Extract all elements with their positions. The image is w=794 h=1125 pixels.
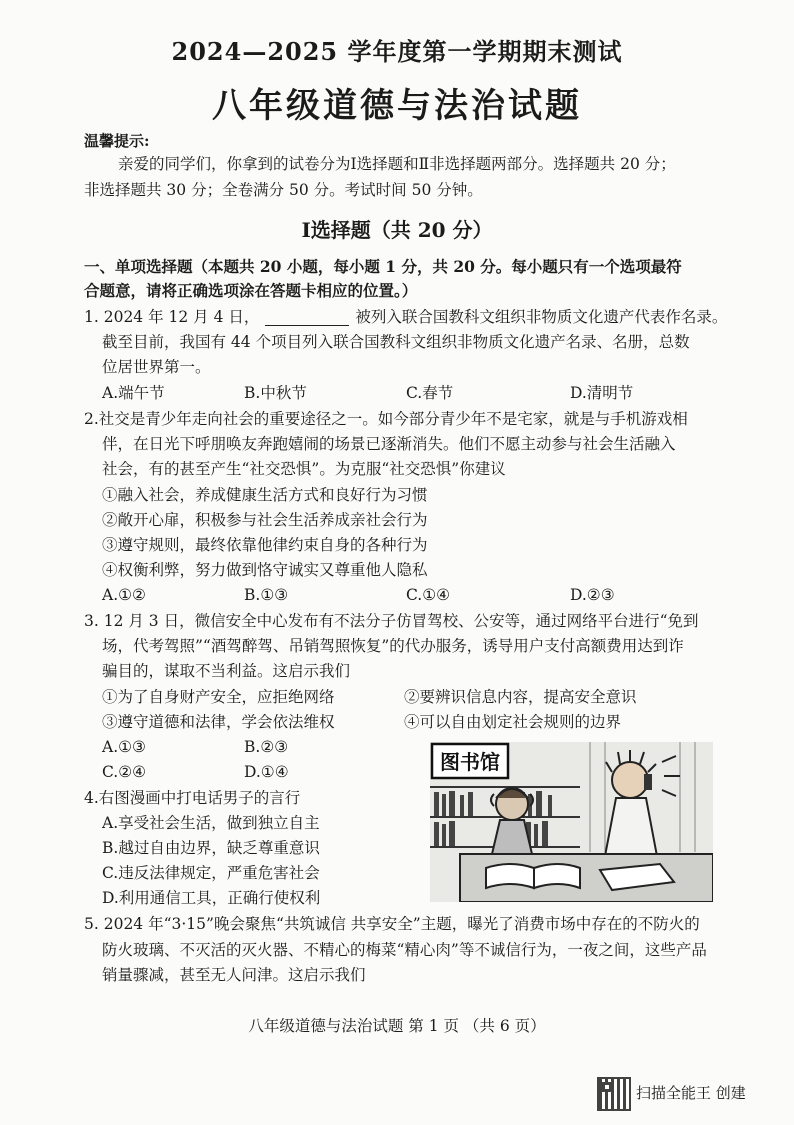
q3-option-a: A.①③	[102, 738, 146, 756]
exam-subject-title: 八年级道德与法治试题	[212, 86, 582, 126]
q4-option-b: B.越过自由边界，缺乏尊重意识	[102, 839, 320, 857]
q4-option-a: A.享受社会生活，做到独立自主	[102, 814, 320, 832]
scanner-watermark: 扫描全能王 创建	[636, 1084, 746, 1102]
q3-stem-line-2: 场，代考驾照”“酒驾醉驾、吊销驾照恢复”的代办服务，诱导用户支付高额费用达到诈	[102, 637, 684, 655]
q3-stem-line-1: 3. 12 月 3 日，微信安全中心发布有不法分子仿冒驾校、公安等，通过网络平台进行“免到	[84, 612, 699, 630]
q2-item-1: ①融入社会，养成健康生活方式和良好行为习惯	[102, 486, 428, 504]
q1-option-a: A.端午节	[102, 384, 165, 402]
q1-option-b: B.中秋节	[244, 384, 307, 402]
qr-code-icon	[597, 1077, 631, 1111]
q3-option-c: C.②④	[102, 763, 147, 781]
exam-term-title: 2024—2025 学年度第一学期期末测试	[171, 37, 623, 66]
q4-option-c: C.违反法律规定，严重危害社会	[102, 864, 320, 882]
q1-stem-end: 被列入联合国教科文组织非物质文化遗产代表作名录。	[355, 308, 728, 326]
q3-item-2: ②要辨识信息内容，提高安全意识	[404, 688, 637, 706]
q2-stem-line-2: 伴，在日光下呼朋唤友奔跑嬉闹的场景已逐渐消失。他们不愿主动参与社会生活融入	[102, 435, 676, 453]
q5-stem-line-3: 销量骤减，甚至无人问津。这启示我们	[102, 966, 366, 984]
q5-stem-line-2: 防火玻璃、不灭活的灭火器、不精心的梅菜“精心肉”等不诚信行为，一夜之间，这些产品	[102, 941, 707, 959]
q5-stem-line-1: 5. 2024 年“3·15”晚会聚焦“共筑诚信 共享安全”主题，曝光了消费市场中存在的不防火的	[84, 915, 700, 933]
q2-item-3: ③遵守规则，最终依靠他律约束自身的各种行为	[102, 536, 428, 554]
part-instruction-line-2: 合题意，请将正确选项涂在答题卡相应的位置。）	[84, 281, 418, 300]
q1-stem-line-3: 位居世界第一。	[102, 358, 211, 376]
q4-option-d: D.利用通信工具，正确行使权利	[102, 889, 321, 907]
tips-line-2: 非选择题共 30 分；全卷满分 50 分。考试时间 50 分钟。	[84, 181, 483, 199]
q3-option-d: D.①④	[244, 763, 289, 781]
q1-stem-start: 1. 2024 年 12 月 4 日，	[84, 308, 260, 326]
q3-item-4: ④可以自由划定社会规则的边界	[404, 713, 622, 731]
q2-stem-line-3: 社会，有的甚至产生“社交恐惧”。为克服“社交恐惧”你建议	[102, 460, 506, 478]
page-footer: 八年级道德与法治试题 第 1 页 （共 6 页）	[248, 1017, 546, 1035]
tips-label: 温馨提示:	[84, 132, 150, 150]
q2-option-a: A.①②	[102, 586, 146, 604]
q3-item-1: ①为了自身财产安全，应拒绝网络	[102, 688, 335, 706]
q2-stem-line-1: 2.社交是青少年走向社会的重要途径之一。如今部分青少年不是宅家，就是与手机游戏相	[84, 410, 688, 428]
q4-stem: 4.右图漫画中打电话男子的言行	[84, 789, 301, 807]
q2-option-b: B.①③	[244, 586, 289, 604]
cartoon-sign-text: 图书馆	[440, 750, 500, 774]
q3-option-b: B.②③	[244, 738, 289, 756]
q3-item-3: ③遵守道德和法律，学会依法维权	[102, 713, 335, 731]
q3-stem-line-3: 骗目的，谋取不当利益。这启示我们	[102, 662, 351, 680]
q1-option-d: D.清明节	[570, 384, 634, 402]
q1-stem-line-2: 截至目前，我国有 44 个项目列入联合国教科文组织非物质文化遗产名录、名册，总数	[102, 333, 690, 351]
library-cartoon-image	[430, 742, 713, 902]
part-instruction-line-1: 一、单项选择题（本题共 20 小题，每小题 1 分，共 20 分。每小题只有一个选项最符	[84, 257, 682, 276]
q1-option-c: C.春节	[406, 384, 454, 402]
q2-option-d: D.②③	[570, 586, 615, 604]
section-title: Ⅰ选择题（共 20 分）	[301, 218, 493, 242]
q2-item-2: ②敞开心扉，积极参与社会生活养成亲社会行为	[102, 511, 428, 529]
q1-stem-line-1	[84, 305, 727, 329]
q2-option-c: C.①④	[406, 586, 451, 604]
q2-item-4: ④权衡利弊，努力做到恪守诚实又尊重他人隐私	[102, 561, 428, 579]
q1-answer-blank	[265, 310, 349, 326]
tips-line-1: 亲爱的同学们，你拿到的试卷分为Ⅰ选择题和Ⅱ非选择题两部分。选择题共 20 分；	[118, 155, 676, 173]
